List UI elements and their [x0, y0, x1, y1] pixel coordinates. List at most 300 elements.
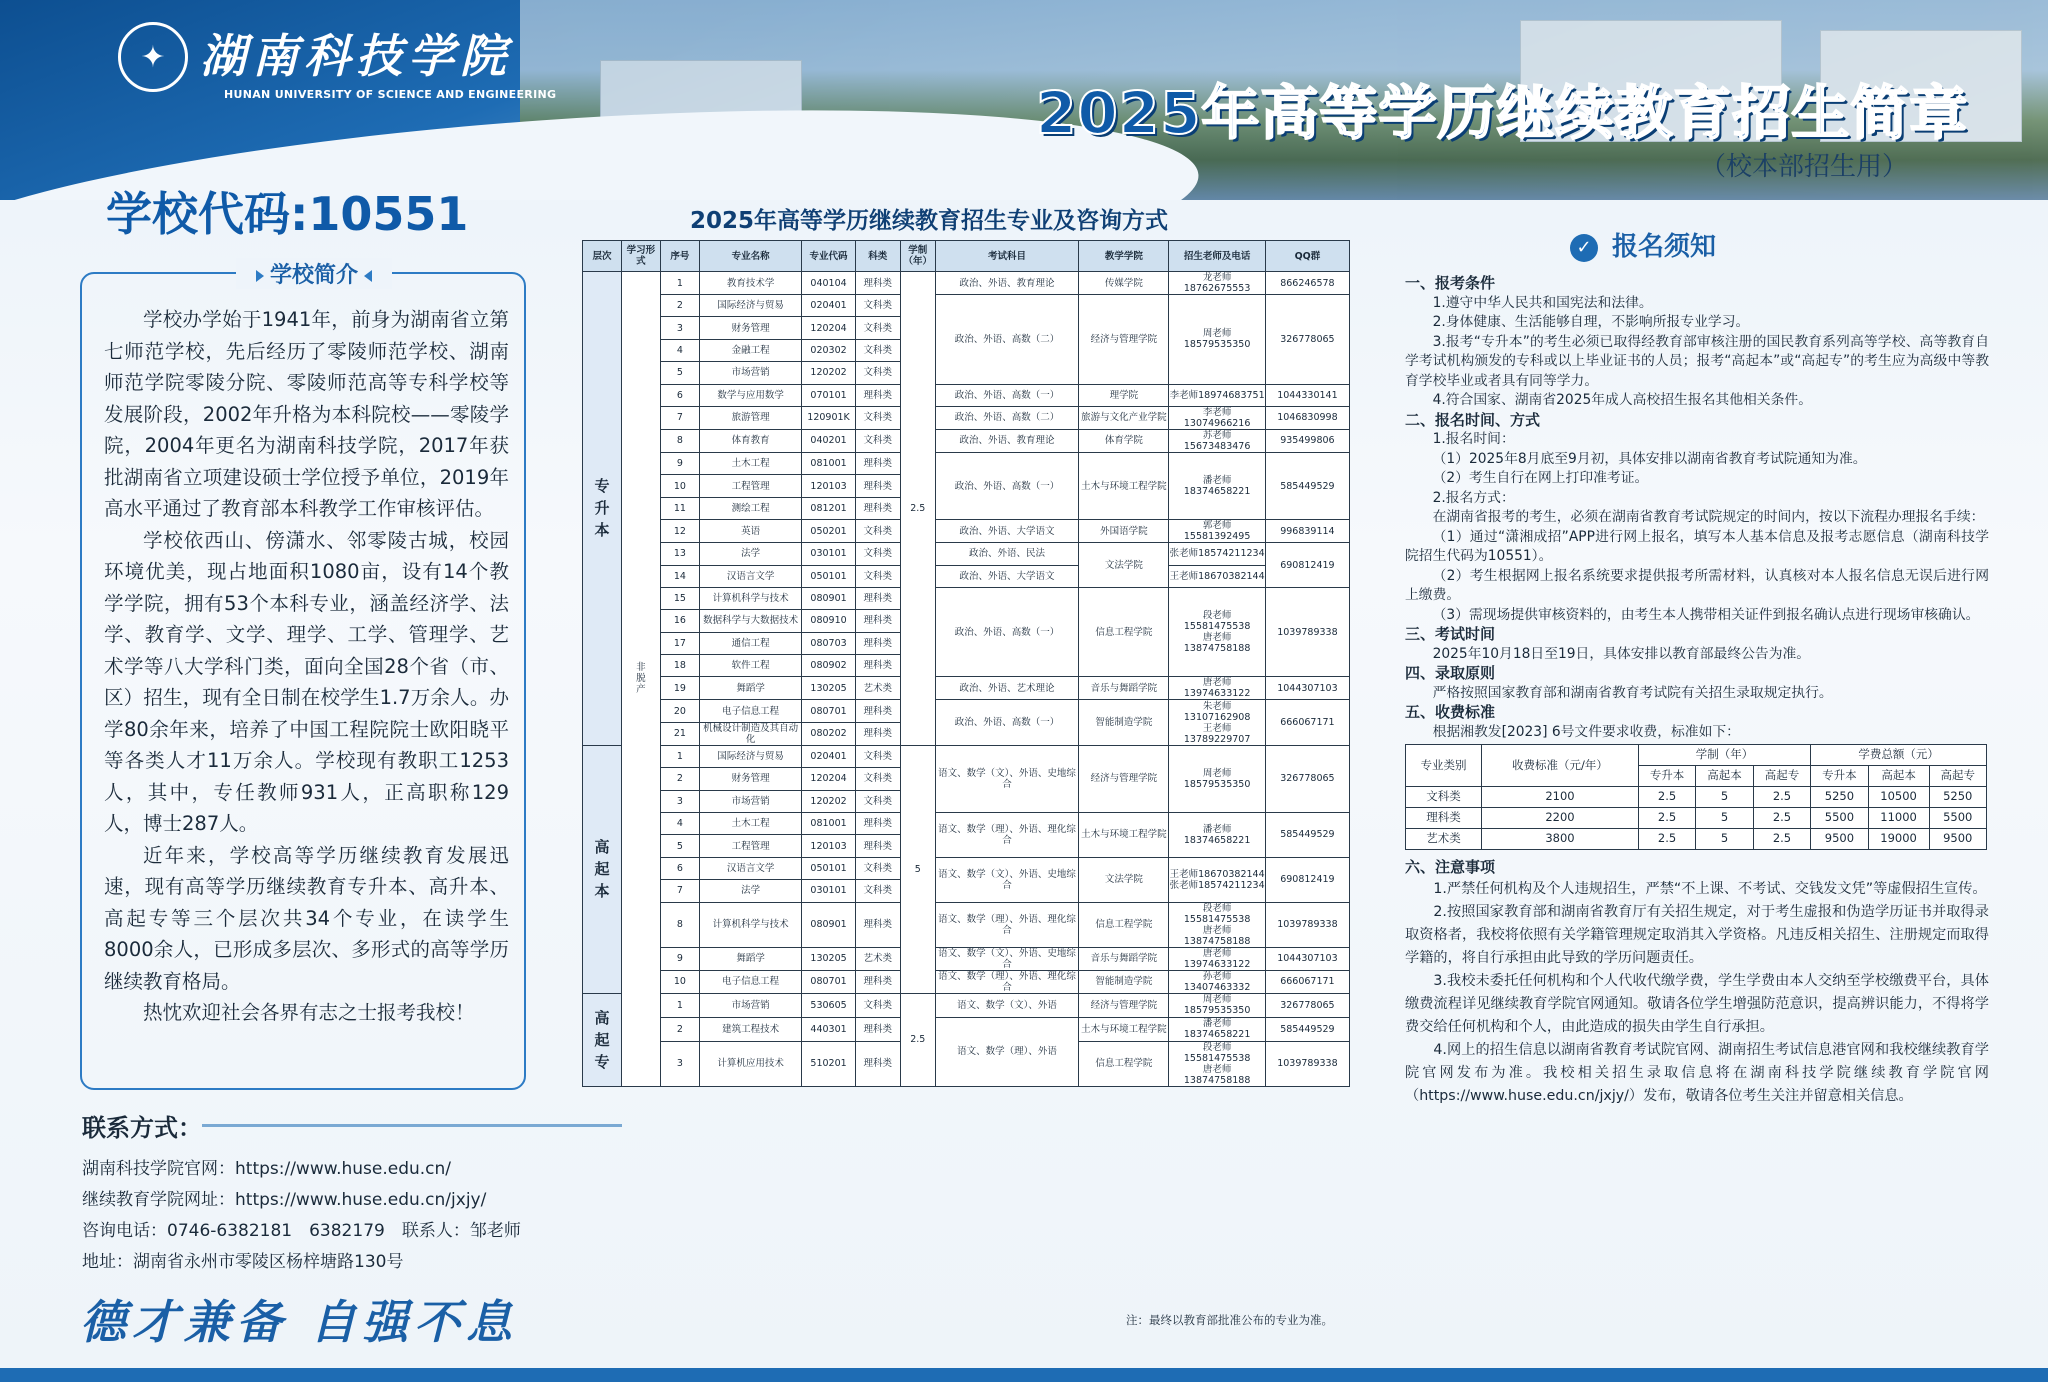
- major-cell: 软件工程: [699, 655, 802, 677]
- fee-cell: 5: [1696, 808, 1753, 829]
- exam-subjects-cell: 政治、外语、高数（二）: [935, 406, 1079, 429]
- college-cell: 土木与环境工程学院: [1079, 813, 1169, 858]
- seq-cell: 14: [660, 565, 699, 587]
- code-cell: 081001: [802, 452, 855, 474]
- fee-row: [1406, 808, 1987, 829]
- major-cell: 土木工程: [699, 452, 802, 474]
- qq-cell: 326778065: [1265, 993, 1349, 1017]
- qq-cell: 1044307103: [1265, 677, 1349, 700]
- exam-subjects-cell: 政治、外语、艺术理论: [935, 677, 1079, 700]
- table-row: [583, 543, 1350, 565]
- category-cell: 理科类: [855, 970, 900, 993]
- fee-cell: 5: [1696, 829, 1753, 850]
- section-line: 严格按照国家教育部和湖南省教育考试院有关招生录取规定执行。: [1432, 684, 1833, 701]
- table-row: [583, 947, 1350, 970]
- exam-subjects-cell: 政治、外语、大学语文: [935, 520, 1079, 543]
- table-row: [583, 745, 1350, 767]
- category-cell: 文科类: [855, 520, 900, 543]
- qq-cell: 326778065: [1265, 745, 1349, 812]
- college-cell: 土木与环境工程学院: [1079, 452, 1169, 519]
- code-cell: 120202: [802, 790, 855, 812]
- section-line: 2.身体健康、生活能够自理，不影响所报专业学习。: [1432, 314, 1750, 330]
- code-cell: 080202: [802, 722, 855, 745]
- major-cell: 财务管理: [699, 768, 802, 790]
- registration-rules: [1405, 274, 1989, 1108]
- code-cell: 020401: [802, 745, 855, 767]
- code-cell: 081201: [802, 497, 855, 519]
- seq-cell: 19: [660, 677, 699, 700]
- fee-cell: 5250: [1929, 787, 1987, 808]
- teacher-cell: 周老师 18579535350: [1169, 295, 1265, 385]
- table-row: [583, 520, 1350, 543]
- seq-cell: 8: [660, 429, 699, 452]
- table-header-cell: QQ群: [1265, 241, 1349, 272]
- notice-line: 3.我校未委托任何机构和个人代收代缴学费，学生学费由本人交纳至学校缴费平台，具体缴费流程详见继续教育学院官网通知。敬请各位学生增强防范意识，提高辨识能力，不得将学费交给任何机构和个人，由此造成的损失由学生自行承担。: [1405, 972, 1989, 1035]
- major-cell: 建筑工程技术: [699, 1017, 802, 1041]
- fee-cell: 理科类: [1406, 808, 1482, 829]
- seq-cell: 6: [660, 857, 699, 879]
- code-cell: 530605: [802, 993, 855, 1017]
- table-row: [583, 406, 1350, 429]
- teacher-cell: 苏老师 15673483476: [1169, 429, 1265, 452]
- years-cell: 2.5: [900, 993, 935, 1086]
- table-row: [583, 429, 1350, 452]
- major-cell: 汉语言文学: [699, 565, 802, 587]
- table-header-cell: 学习形式: [621, 241, 660, 272]
- college-cell: 文法学院: [1079, 857, 1169, 902]
- section-heading: 三、考试时间: [1405, 625, 1496, 643]
- table-header-cell: 招生老师及电话: [1169, 241, 1265, 272]
- seq-cell: 7: [660, 880, 699, 902]
- category-cell: 理科类: [855, 1041, 900, 1086]
- notice-line: 4.网上的招生信息以湖南省教育考试院官网、湖南招生考试信息港官网和我校继续教育学院官网发布为准。我校相关招生录取信息将在湖南科技学院继续教育学院官网（https://www.huse.edu.cn/jxjy/）发布，敬请各位考生关注并留意相关信息。: [1405, 1041, 1989, 1104]
- exam-subjects-cell: 语文、数学（理）、外语: [935, 1017, 1079, 1086]
- intro-paragraph: 热忱欢迎社会各界有志之士报考我校！: [143, 1001, 475, 1024]
- college-cell: 音乐与舞蹈学院: [1079, 677, 1169, 700]
- seq-cell: 2: [660, 768, 699, 790]
- category-cell: 理科类: [855, 813, 900, 835]
- program-table: [582, 240, 1350, 1087]
- college-cell: 经济与管理学院: [1079, 295, 1169, 385]
- category-cell: 文科类: [855, 993, 900, 1017]
- fee-cell: 3800: [1482, 829, 1639, 850]
- category-cell: 文科类: [855, 880, 900, 902]
- teacher-cell: 段老师 15581475538 唐老师 13874758188: [1169, 587, 1265, 677]
- fee-cell: 9500: [1811, 829, 1868, 850]
- college-cell: 经济与管理学院: [1079, 993, 1169, 1017]
- table-row: [583, 813, 1350, 835]
- seq-cell: 5: [660, 835, 699, 857]
- teacher-cell: 段老师 15581475538 唐老师 13874758188: [1169, 1041, 1265, 1086]
- category-cell: 理科类: [855, 587, 900, 609]
- major-cell: 体育教育: [699, 429, 802, 452]
- exam-subjects-cell: 语文、数学（理）、外语、理化综合: [935, 970, 1079, 993]
- level-cell: 高 起 专: [583, 993, 622, 1086]
- category-cell: 理科类: [855, 610, 900, 632]
- teacher-cell: 周老师 18579535350: [1169, 993, 1265, 1017]
- seq-cell: 3: [660, 790, 699, 812]
- intro-title: 学校简介: [236, 258, 392, 289]
- study-form-cell: 非 脱 产: [621, 272, 660, 1087]
- table-row: [583, 587, 1350, 609]
- major-cell: 汉语言文学: [699, 857, 802, 879]
- exam-subjects-cell: 政治、外语、民法: [935, 543, 1079, 565]
- college-cell: 音乐与舞蹈学院: [1079, 947, 1169, 970]
- section-line: 2.报名方式：: [1432, 489, 1515, 506]
- teacher-cell: 潘老师 18374658221: [1169, 1017, 1265, 1041]
- fee-cell: 2.5: [1638, 808, 1695, 829]
- contact-line: 咨询电话：0746-6382181 6382179 联系人：邹老师: [82, 1221, 521, 1241]
- fee-cell: 5500: [1811, 808, 1868, 829]
- major-cell: 机械设计制造及其自动化: [699, 722, 802, 745]
- fee-header-cell: 学制（年）: [1638, 745, 1810, 766]
- qq-cell: 585449529: [1265, 813, 1349, 858]
- teacher-cell: 唐老师 13974633122: [1169, 947, 1265, 970]
- teacher-cell: 李老师18974683751: [1169, 384, 1265, 406]
- seq-cell: 10: [660, 475, 699, 497]
- contact-info: [82, 1154, 521, 1278]
- major-cell: 数学与应用数学: [699, 384, 802, 406]
- fee-cell: 5: [1696, 787, 1753, 808]
- category-cell: 理科类: [855, 475, 900, 497]
- seq-cell: 21: [660, 722, 699, 745]
- section-line: （2）考生根据网上报名系统要求提供报考所需材料，认真核对本人报名信息无误后进行网上缴费。: [1405, 567, 1989, 603]
- exam-subjects-cell: 政治、外语、高数（一）: [935, 384, 1079, 406]
- fee-cell: 19000: [1868, 829, 1929, 850]
- college-cell: 信息工程学院: [1079, 587, 1169, 677]
- qq-cell: 1039789338: [1265, 902, 1349, 947]
- college-cell: 体育学院: [1079, 429, 1169, 452]
- major-cell: 法学: [699, 880, 802, 902]
- bookmark-icon: ✓: [1570, 234, 1598, 262]
- major-cell: 财务管理: [699, 317, 802, 339]
- college-cell: 智能制造学院: [1079, 700, 1169, 745]
- exam-subjects-cell: 语文、数学（文）、外语、史地综合: [935, 947, 1079, 970]
- section-heading: 四、录取原则: [1405, 664, 1496, 682]
- fee-cell: 2200: [1482, 808, 1639, 829]
- contact-line: 继续教育学院网址：https://www.huse.edu.cn/jxjy/: [82, 1190, 487, 1210]
- seq-cell: 3: [660, 317, 699, 339]
- fee-cell: 艺术类: [1406, 829, 1482, 850]
- major-cell: 市场营销: [699, 790, 802, 812]
- qq-cell: 690812419: [1265, 543, 1349, 588]
- fee-cell: 2.5: [1638, 787, 1695, 808]
- table-row: [583, 993, 1350, 1017]
- school-name-en: HUNAN UNIVERSITY OF SCIENCE AND ENGINEERING: [224, 88, 557, 101]
- qq-cell: 935499806: [1265, 429, 1349, 452]
- contact-title: 联系方式：: [82, 1108, 202, 1143]
- motto: 德才兼备 自强不息: [80, 1295, 519, 1349]
- table-row: [583, 452, 1350, 474]
- section-line: 1.遵守中华人民共和国宪法和法律。: [1432, 294, 1653, 311]
- code-cell: 030101: [802, 543, 855, 565]
- qq-cell: 666067171: [1265, 970, 1349, 993]
- exam-subjects-cell: 政治、外语、高数（二）: [935, 295, 1079, 385]
- fee-cell: 11000: [1868, 808, 1929, 829]
- seq-cell: 4: [660, 339, 699, 361]
- seq-cell: 5: [660, 362, 699, 384]
- table-header-cell: 层次: [583, 241, 622, 272]
- seq-cell: 18: [660, 655, 699, 677]
- fee-row: [1406, 787, 1987, 808]
- table-header-cell: 专业名称: [699, 241, 802, 272]
- qq-cell: 666067171: [1265, 700, 1349, 745]
- code-cell: 080701: [802, 970, 855, 993]
- table-header-cell: 学制（年）: [900, 241, 935, 272]
- seq-cell: 8: [660, 902, 699, 947]
- category-cell: 文科类: [855, 406, 900, 429]
- college-cell: 传媒学院: [1079, 272, 1169, 295]
- category-cell: 艺术类: [855, 677, 900, 700]
- code-cell: 080701: [802, 700, 855, 722]
- school-name: 湖南科技学院: [200, 29, 512, 83]
- seq-cell: 17: [660, 632, 699, 654]
- category-cell: 文科类: [855, 429, 900, 452]
- fee-cell: 2.5: [1753, 808, 1810, 829]
- section-line: 3.报考“专升本”的考生必须已取得经教育部审核注册的国民教育系列高等学校、高等教育自学考试机构颁发的专科或以上毕业证书的人员；报考“高起本”或“高起专”的考生应为高级中等教育学校毕业或者具有同等学力。: [1405, 333, 1989, 389]
- section-line: 根据湘教发[2023] 6号文件要求收费，标准如下：: [1432, 723, 1740, 740]
- table-header-row: [583, 241, 1350, 272]
- section-heading: 二、报名时间、方式: [1405, 410, 1541, 429]
- code-cell: 030101: [802, 880, 855, 902]
- fee-header-cell: 高起本: [1696, 766, 1753, 787]
- fee-header-cell: 学费总额（元）: [1811, 745, 1987, 766]
- major-cell: 通信工程: [699, 632, 802, 654]
- teacher-cell: 唐老师 13974633122: [1169, 677, 1265, 700]
- table-title: 2025年高等学历继续教育招生专业及咨询方式: [690, 208, 1169, 234]
- section-heading: 六、注意事项: [1405, 858, 1496, 876]
- page-title: 2025年高等学历继续教育招生简章: [1036, 79, 1969, 147]
- teacher-cell: 孙老师 13407463332: [1169, 970, 1265, 993]
- notice-line: 2.按照国家教育部和湖南省教育厅有关招生规定，对于考生虚报和伪造学历证书并取得录取资格者，我校将依照有关学籍管理规定取消其入学资格。凡违反相关招生、注册规定而取得学籍的，将自行承担由此导致的学历问题责任。: [1405, 903, 1989, 966]
- section-line: 1.报名时间：: [1432, 431, 1515, 447]
- fee-header-cell: 高起专: [1753, 766, 1810, 787]
- category-cell: 理科类: [855, 835, 900, 857]
- fee-row: [1406, 829, 1987, 850]
- section-line: 4.符合国家、湖南省2025年成人高校招生报名其他相关条件。: [1432, 392, 1812, 408]
- fee-cell: 5250: [1811, 787, 1868, 808]
- teacher-cell: 潘老师 18374658221: [1169, 813, 1265, 858]
- contact-line: 湖南科技学院官网：https://www.huse.edu.cn/: [82, 1159, 452, 1179]
- registration-title: ✓ 报名须知: [1570, 226, 1716, 263]
- code-cell: 120901K: [802, 406, 855, 429]
- major-cell: 市场营销: [699, 362, 802, 384]
- intro-paragraph: 学校依西山、傍潇水、邻零陵古城，校园环境优美，现占地面积1080亩，设有14个教学学院，拥有53个本科专业，涵盖经济学、法学、教育学、文学、理学、工学、管理学、艺术学等八大学科门类，面向全国28个省（市、区）招生，现有全日制在校学生1.7万余人。办学80余年来，培养了中国工程院院士欧阳晓平等各类人才11万余人。学校现有教职工1253人，其中，专任教师931人，正高职称129人，博士287人。: [104, 528, 509, 835]
- table-header-cell: 教学学院: [1079, 241, 1169, 272]
- college-cell: 文法学院: [1079, 543, 1169, 588]
- exam-subjects-cell: 语文、数学（理）、外语、理化综合: [935, 902, 1079, 947]
- fee-cell: 文科类: [1406, 787, 1482, 808]
- section-line: （3）需现场提供审核资料的，由考生本人携带相关证件到报名确认点进行现场审核确认。: [1432, 606, 1980, 623]
- category-cell: 理科类: [855, 272, 900, 295]
- table-row: [583, 970, 1350, 993]
- years-cell: 2.5: [900, 272, 935, 746]
- code-cell: 130205: [802, 677, 855, 700]
- page-subtitle: （校本部招生用）: [1700, 152, 1909, 182]
- category-cell: 理科类: [855, 384, 900, 406]
- school-logo-icon: ✦: [118, 22, 188, 92]
- seq-cell: 1: [660, 745, 699, 767]
- fee-table: [1405, 744, 1987, 850]
- fee-cell: 9500: [1929, 829, 1987, 850]
- teacher-cell: 张老师18574211234: [1169, 543, 1265, 565]
- qq-cell: 585449529: [1265, 1017, 1349, 1041]
- fee-cell: 10500: [1868, 787, 1929, 808]
- category-cell: 艺术类: [855, 947, 900, 970]
- category-cell: 理科类: [855, 497, 900, 519]
- teacher-cell: 李老师 13074966216: [1169, 406, 1265, 429]
- fee-header-cell: 专业类别: [1406, 745, 1482, 787]
- code-cell: 081001: [802, 813, 855, 835]
- table-row: [583, 565, 1350, 587]
- category-cell: 文科类: [855, 565, 900, 587]
- code-cell: 020302: [802, 339, 855, 361]
- table-row: [583, 677, 1350, 700]
- category-cell: 文科类: [855, 295, 900, 317]
- table-row: [583, 272, 1350, 295]
- category-cell: 理科类: [855, 722, 900, 745]
- category-cell: 理科类: [855, 902, 900, 947]
- seq-cell: 3: [660, 1041, 699, 1086]
- college-cell: 经济与管理学院: [1079, 745, 1169, 812]
- code-cell: 120202: [802, 362, 855, 384]
- teacher-cell: 王老师18670382144 张老师18574211234: [1169, 857, 1265, 902]
- qq-cell: 690812419: [1265, 857, 1349, 902]
- seq-cell: 1: [660, 272, 699, 295]
- intro-paragraph: 学校办学始于1941年，前身为湖南省立第七师范学校，先后经历了零陵师范学校、湖南师范学院零陵分院、零陵师范高等专科学校等发展阶段，2002年升格为本科院校——零陵学院，2004年更名为湖南科技学院，2017年获批湖南省立项建设硕士学位授予单位，2019年高水平通过了教育部本科教学工作审核评估。: [104, 308, 509, 520]
- major-cell: 教育技术学: [699, 272, 802, 295]
- code-cell: 120204: [802, 317, 855, 339]
- seq-cell: 4: [660, 813, 699, 835]
- section-line: （1）2025年8月底至9月初，具体安排以湖南省教育考试院通知为准。: [1432, 450, 1867, 467]
- teacher-cell: 潘老师 18374658221: [1169, 452, 1265, 519]
- seq-cell: 20: [660, 700, 699, 722]
- major-cell: 工程管理: [699, 835, 802, 857]
- category-cell: 文科类: [855, 339, 900, 361]
- seq-cell: 9: [660, 452, 699, 474]
- major-cell: 金融工程: [699, 339, 802, 361]
- fee-header-cell: 专升本: [1638, 766, 1695, 787]
- table-row: [583, 700, 1350, 722]
- qq-cell: 1046830998: [1265, 406, 1349, 429]
- contact-line: 地址：湖南省永州市零陵区杨梓塘路130号: [82, 1252, 404, 1272]
- exam-subjects-cell: 语文、数学（文）、外语、史地综合: [935, 745, 1079, 812]
- major-cell: 测绘工程: [699, 497, 802, 519]
- category-cell: 文科类: [855, 543, 900, 565]
- seq-cell: 2: [660, 295, 699, 317]
- code-cell: 130205: [802, 947, 855, 970]
- major-cell: 计算机科学与技术: [699, 587, 802, 609]
- fee-cell: 2.5: [1638, 829, 1695, 850]
- fee-cell: 5500: [1929, 808, 1987, 829]
- code-cell: 510201: [802, 1041, 855, 1086]
- exam-subjects-cell: 政治、外语、大学语文: [935, 565, 1079, 587]
- seq-cell: 1: [660, 993, 699, 1017]
- major-cell: 国际经济与贸易: [699, 295, 802, 317]
- code-cell: 080910: [802, 610, 855, 632]
- seq-cell: 15: [660, 587, 699, 609]
- fee-header-cell: 收费标准（元/年）: [1482, 745, 1639, 787]
- school-code: 学校代码:10551: [106, 187, 469, 241]
- seq-cell: 16: [660, 610, 699, 632]
- table-header-cell: 专业代码: [802, 241, 855, 272]
- code-cell: 440301: [802, 1017, 855, 1041]
- fee-header-cell: 高起本: [1868, 766, 1929, 787]
- exam-subjects-cell: 语文、数学（理）、外语、理化综合: [935, 813, 1079, 858]
- exam-subjects-cell: 政治、外语、高数（一）: [935, 587, 1079, 677]
- table-note: 注：最终以教育部批准公布的专业为准。: [1126, 1313, 1333, 1327]
- seq-cell: 11: [660, 497, 699, 519]
- table-row: [583, 857, 1350, 879]
- major-cell: 英语: [699, 520, 802, 543]
- triangle-icon: [256, 270, 264, 282]
- code-cell: 050201: [802, 520, 855, 543]
- category-cell: 文科类: [855, 317, 900, 339]
- college-cell: 信息工程学院: [1079, 902, 1169, 947]
- level-cell: 高 起 本: [583, 745, 622, 993]
- intro-text: [104, 304, 509, 1029]
- fee-header-row: [1406, 745, 1987, 766]
- seq-cell: 7: [660, 406, 699, 429]
- seq-cell: 10: [660, 970, 699, 993]
- section-heading: 五、收费标准: [1405, 703, 1496, 721]
- fee-cell: 2.5: [1753, 787, 1810, 808]
- exam-subjects-cell: 语文、数学（文）、外语: [935, 993, 1079, 1017]
- code-cell: 070101: [802, 384, 855, 406]
- college-cell: 智能制造学院: [1079, 970, 1169, 993]
- college-cell: 旅游与文化产业学院: [1079, 406, 1169, 429]
- major-cell: 电子信息工程: [699, 970, 802, 993]
- major-cell: 工程管理: [699, 475, 802, 497]
- seq-cell: 12: [660, 520, 699, 543]
- college-cell: 外国语学院: [1079, 520, 1169, 543]
- seq-cell: 13: [660, 543, 699, 565]
- code-cell: 080902: [802, 655, 855, 677]
- major-cell: 电子信息工程: [699, 700, 802, 722]
- major-cell: 土木工程: [699, 813, 802, 835]
- category-cell: 理科类: [855, 632, 900, 654]
- code-cell: 120204: [802, 768, 855, 790]
- major-cell: 舞蹈学: [699, 947, 802, 970]
- table-header-cell: 科类: [855, 241, 900, 272]
- code-cell: 120103: [802, 835, 855, 857]
- exam-subjects-cell: 政治、外语、教育理论: [935, 429, 1079, 452]
- level-cell: 专 升 本: [583, 272, 622, 746]
- table-header-cell: 序号: [660, 241, 699, 272]
- qq-cell: 1044307103: [1265, 947, 1349, 970]
- teacher-cell: 朱老师 13107162908 王老师 13789229707: [1169, 700, 1265, 745]
- exam-subjects-cell: 政治、外语、教育理论: [935, 272, 1079, 295]
- teacher-cell: 郭老师 15581392495: [1169, 520, 1265, 543]
- table-header-cell: 考试科目: [935, 241, 1079, 272]
- seq-cell: 6: [660, 384, 699, 406]
- table-row: [583, 1017, 1350, 1041]
- years-cell: 5: [900, 745, 935, 993]
- major-cell: 市场营销: [699, 993, 802, 1017]
- qq-cell: 585449529: [1265, 452, 1349, 519]
- major-cell: 舞蹈学: [699, 677, 802, 700]
- major-cell: 国际经济与贸易: [699, 745, 802, 767]
- code-cell: 050101: [802, 857, 855, 879]
- exam-subjects-cell: 政治、外语、高数（一）: [935, 452, 1079, 519]
- major-cell: 计算机科学与技术: [699, 902, 802, 947]
- teacher-cell: 周老师 18579535350: [1169, 745, 1265, 812]
- section-line: 2025年10月18日至19日，具体安排以教育部最终公告为准。: [1432, 645, 1811, 662]
- section-heading: 一、报考条件: [1405, 274, 1496, 292]
- section-line: （2）考生自行在网上打印准考证。: [1432, 470, 1649, 486]
- table-row: [583, 384, 1350, 406]
- category-cell: 文科类: [855, 362, 900, 384]
